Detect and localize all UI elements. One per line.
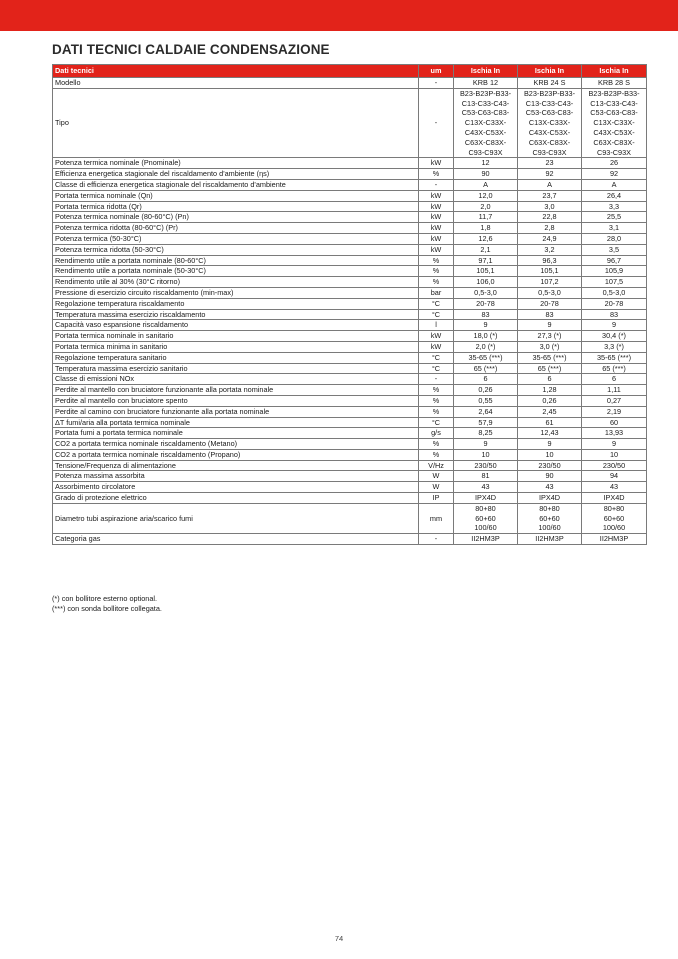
table-body [53,78,647,545]
row-unit: - [419,88,454,158]
table-row [53,212,647,223]
row-value: 80+80 60+60 100/60 [454,503,518,533]
row-label: Regolazione temperatura sanitario [53,352,419,363]
row-value: 3,0 [518,201,582,212]
row-unit: % [419,169,454,180]
row-value: 105,1 [454,266,518,277]
row-value: 83 [582,309,647,320]
row-value: 24,9 [518,233,582,244]
row-label: Categoria gas [53,534,419,545]
header-dati-tecnici: Dati tecnici [53,65,419,78]
row-label: Potenza massima assorbita [53,471,419,482]
row-value: II2HM3P [454,534,518,545]
row-value: II2HM3P [582,534,647,545]
row-unit: % [419,277,454,288]
row-unit: W [419,471,454,482]
table-row [53,266,647,277]
row-value: 28,0 [582,233,647,244]
row-unit: °C [419,309,454,320]
row-value: 8,25 [454,428,518,439]
row-label: Classe di emissioni NOx [53,374,419,385]
row-unit: - [419,179,454,190]
row-value: A [518,179,582,190]
row-label: Portata termica minima in sanitario [53,341,419,352]
row-value: 3,0 (*) [518,341,582,352]
row-label: Perdite al mantello con bruciatore spento [53,395,419,406]
row-label: Rendimento utile a portata nominale (80-60°C) [53,255,419,266]
table-row [53,78,647,89]
row-value: 26 [582,158,647,169]
row-label: Tipo [53,88,419,158]
header-model-3: Ischia In [582,65,647,78]
row-label: Rendimento utile al 30% (30°C ritorno) [53,277,419,288]
row-unit: % [419,449,454,460]
row-value: 92 [518,169,582,180]
row-value: 96,3 [518,255,582,266]
table-row [53,395,647,406]
table-row [53,277,647,288]
table-row [53,534,647,545]
table-row [53,352,647,363]
row-label: Diametro tubi aspirazione aria/scarico fumi [53,503,419,533]
row-value: 23,7 [518,190,582,201]
row-value: 2,45 [518,406,582,417]
row-unit: °C [419,417,454,428]
row-value: 25,5 [582,212,647,223]
row-value: KRB 28 S [582,78,647,89]
row-value: 12,0 [454,190,518,201]
table-row [53,287,647,298]
row-value: 105,9 [582,266,647,277]
row-value: 11,7 [454,212,518,223]
table-row [53,363,647,374]
row-value: 2,64 [454,406,518,417]
row-value: 22,8 [518,212,582,223]
row-value: 35-65 (***) [454,352,518,363]
row-label: Potenza termica (50-30°C) [53,233,419,244]
row-value: 90 [518,471,582,482]
top-color-band [0,0,678,31]
row-value: 0,5-3,0 [582,287,647,298]
row-unit: - [419,78,454,89]
footnotes [52,594,162,614]
row-value: 0,27 [582,395,647,406]
row-value: 20-78 [454,298,518,309]
row-unit: V/Hz [419,460,454,471]
row-value: 106,0 [454,277,518,288]
row-value: 90 [454,169,518,180]
row-label: Regolazione temperatura riscaldamento [53,298,419,309]
row-label: Perdite al mantello con bruciatore funzionante alla portata nominale [53,385,419,396]
row-label: Portata fumi a portata termica nominale [53,428,419,439]
row-unit: % [419,255,454,266]
table-row [53,190,647,201]
row-value: 94 [582,471,647,482]
table-row [53,341,647,352]
row-unit: kW [419,212,454,223]
row-value: 3,3 (*) [582,341,647,352]
row-value: B23-B23P-B33- C13-C33-C43- C53-C63-C83- C13X-C33X- C43X-C53X- C63X-C83X- C93-C93X [582,88,647,158]
row-value: 35-65 (***) [518,352,582,363]
table-row [53,179,647,190]
row-value: IPX4D [582,493,647,504]
row-value: 2,0 (*) [454,341,518,352]
table-row [53,439,647,450]
footnote: (*) con bollitore esterno optional. [52,594,158,603]
row-value: 2,8 [518,223,582,234]
row-value: B23-B23P-B33- C13-C33-C43- C53-C63-C83- C13X-C33X- C43X-C53X- C63X-C83X- C93-C93X [454,88,518,158]
table-row [53,88,647,158]
table-row [53,374,647,385]
row-value: 12,6 [454,233,518,244]
table-row [53,309,647,320]
row-unit: bar [419,287,454,298]
row-value: II2HM3P [518,534,582,545]
row-label: Pressione di esercizio circuito riscaldamento (min-max) [53,287,419,298]
table-row [53,493,647,504]
footnote: (***) con sonda bollitore collegata. [52,604,162,613]
row-value: KRB 24 S [518,78,582,89]
row-unit: kW [419,201,454,212]
header-um: um [419,65,454,78]
row-value: 80+80 60+60 100/60 [518,503,582,533]
row-value: 81 [454,471,518,482]
table-row [53,385,647,396]
row-value: 9 [518,439,582,450]
table-row [53,417,647,428]
row-value: 23 [518,158,582,169]
row-value: A [582,179,647,190]
row-value: 12 [454,158,518,169]
table-row [53,320,647,331]
row-value: 6 [454,374,518,385]
table-row [53,460,647,471]
row-unit: °C [419,352,454,363]
row-value: 10 [518,449,582,460]
table-row [53,244,647,255]
row-value: 1,11 [582,385,647,396]
row-value: 230/50 [518,460,582,471]
row-unit: % [419,395,454,406]
table-row [53,482,647,493]
table-row [53,169,647,180]
table-row [53,331,647,342]
row-value: 43 [454,482,518,493]
row-value: B23-B23P-B33- C13-C33-C43- C53-C63-C83- C13X-C33X- C43X-C53X- C63X-C83X- C93-C93X [518,88,582,158]
row-unit: % [419,439,454,450]
row-value: 3,1 [582,223,647,234]
table-header-row [53,65,647,78]
row-label: Potenza termica nominale (Pnominale) [53,158,419,169]
row-value: 13,93 [582,428,647,439]
row-value: 35-65 (***) [582,352,647,363]
row-label: Capacità vaso espansione riscaldamento [53,320,419,331]
technical-data-table [52,64,647,545]
row-value: 0,26 [518,395,582,406]
row-value: 10 [582,449,647,460]
row-value: 92 [582,169,647,180]
row-value: 26,4 [582,190,647,201]
row-value: 3,2 [518,244,582,255]
row-unit: kW [419,190,454,201]
row-unit: °C [419,363,454,374]
row-label: Portata termica nominale (Qn) [53,190,419,201]
row-value: 65 (***) [518,363,582,374]
row-value: 6 [518,374,582,385]
row-value: 9 [454,439,518,450]
row-unit: W [419,482,454,493]
row-value: 107,2 [518,277,582,288]
page-number: 74 [334,934,344,943]
row-label: CO2 a portata termica nominale riscaldamento (Metano) [53,439,419,450]
table-row [53,406,647,417]
row-value: 20-78 [582,298,647,309]
row-value: 6 [582,374,647,385]
row-value: A [454,179,518,190]
row-value: 2,19 [582,406,647,417]
row-value: 230/50 [582,460,647,471]
row-value: 18,0 (*) [454,331,518,342]
row-label: Classe di efficienza energetica stagionale del riscaldamento d'ambiente [53,179,419,190]
row-unit: kW [419,244,454,255]
row-unit: % [419,266,454,277]
table-row [53,223,647,234]
row-value: IPX4D [454,493,518,504]
row-unit: - [419,374,454,385]
row-label: Grado di protezione elettrico [53,493,419,504]
row-unit: kW [419,341,454,352]
row-value: 43 [518,482,582,493]
row-unit: - [419,534,454,545]
row-value: 83 [454,309,518,320]
row-value: 9 [582,439,647,450]
row-value: 97,1 [454,255,518,266]
header-model-2: Ischia In [518,65,582,78]
row-value: 20-78 [518,298,582,309]
row-value: 61 [518,417,582,428]
table-row [53,158,647,169]
table-row [53,298,647,309]
table-row [53,428,647,439]
header-model-1: Ischia In [454,65,518,78]
row-value: 65 (***) [582,363,647,374]
row-value: 9 [454,320,518,331]
table-row [53,503,647,533]
table-row [53,255,647,266]
table-row [53,449,647,460]
row-value: KRB 12 [454,78,518,89]
row-label: Portata termica nominale in sanitario [53,331,419,342]
row-value: 0,26 [454,385,518,396]
row-unit: % [419,406,454,417]
row-value: 12,43 [518,428,582,439]
row-label: Potenza termica ridotta (50-30°C) [53,244,419,255]
row-value: 10 [454,449,518,460]
row-value: 105,1 [518,266,582,277]
row-value: 57,9 [454,417,518,428]
row-value: 60 [582,417,647,428]
row-label: Rendimento utile a portata nominale (50-30°C) [53,266,419,277]
row-value: 2,0 [454,201,518,212]
row-value: 0,5-3,0 [518,287,582,298]
row-value: 65 (***) [454,363,518,374]
page-title: DATI TECNICI CALDAIE CONDENSAZIONE [52,42,330,57]
row-value: 1,8 [454,223,518,234]
row-value: 0,5-3,0 [454,287,518,298]
row-unit: g/s [419,428,454,439]
row-label: Temperatura massima esercizio sanitario [53,363,419,374]
table-row [53,233,647,244]
row-unit: mm [419,503,454,533]
row-unit: kW [419,223,454,234]
row-label: Temperatura massima esercizio riscaldamento [53,309,419,320]
row-value: 27,3 (*) [518,331,582,342]
row-value: 43 [582,482,647,493]
row-unit: °C [419,298,454,309]
row-label: Efficienza energetica stagionale del riscaldamento d'ambiente (ηs) [53,169,419,180]
row-label: Potenza termica ridotta (80-60°C) (Pr) [53,223,419,234]
row-value: 1,28 [518,385,582,396]
row-unit: l [419,320,454,331]
row-label: ΔT fumi/aria alla portata termica nominale [53,417,419,428]
row-value: 9 [518,320,582,331]
row-unit: % [419,385,454,396]
row-value: 0,55 [454,395,518,406]
row-value: 2,1 [454,244,518,255]
row-label: Modello [53,78,419,89]
row-label: Assorbimento circolatore [53,482,419,493]
row-label: Potenza termica nominale (80-60°C) (Pn) [53,212,419,223]
row-label: Portata termica ridotta (Qr) [53,201,419,212]
row-value: 3,3 [582,201,647,212]
row-label: CO2 a portata termica nominale riscaldamento (Propano) [53,449,419,460]
row-value: 30,4 (*) [582,331,647,342]
row-value: 3,5 [582,244,647,255]
row-value: 9 [582,320,647,331]
row-value: 107,5 [582,277,647,288]
row-label: Tensione/Frequenza di alimentazione [53,460,419,471]
row-value: 80+80 60+60 100/60 [582,503,647,533]
row-label: Perdite al camino con bruciatore funzionante alla portata nominale [53,406,419,417]
row-unit: kW [419,233,454,244]
row-unit: IP [419,493,454,504]
row-value: IPX4D [518,493,582,504]
row-unit: kW [419,158,454,169]
table-row [53,471,647,482]
row-value: 83 [518,309,582,320]
row-unit: kW [419,331,454,342]
row-value: 96,7 [582,255,647,266]
row-value: 230/50 [454,460,518,471]
table-row [53,201,647,212]
